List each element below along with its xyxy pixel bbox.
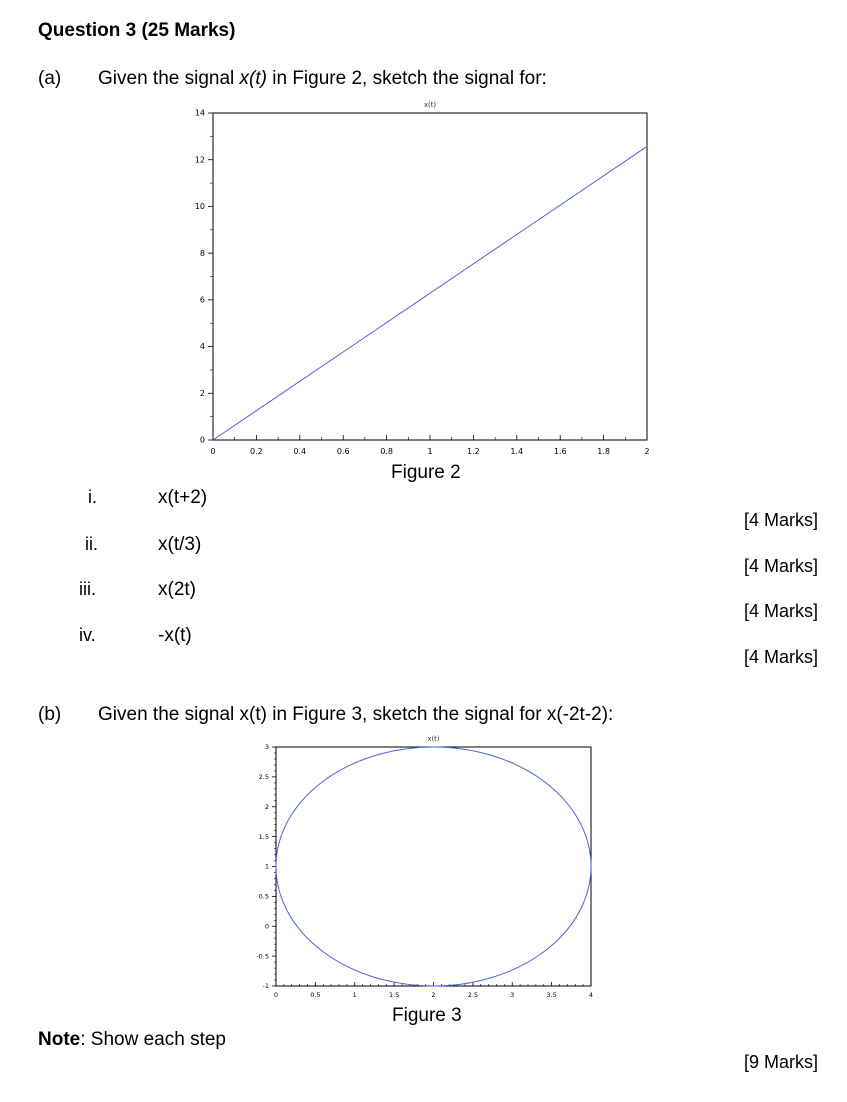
x-tick-label: 4 [588,991,594,999]
figure-2-caption: Figure 2 [391,462,461,483]
note-label: Note [38,1029,81,1050]
question-title: Question 3 (25 Marks) [38,20,236,41]
item-iii-marks: [4 Marks] [743,601,818,621]
part-b-marks: [9 Marks] [743,1052,818,1072]
y-tick-label: 6 [199,295,205,305]
x-tick-label: 2.5 [467,991,479,999]
y-tick-label: 10 [194,202,205,212]
y-tick-label: -0.5 [256,952,269,961]
y-tick-label: 2 [264,802,269,811]
y-tick-label: 4 [199,342,205,352]
figure-2-chart [160,88,700,468]
item-ii-marks: [4 Marks] [743,556,818,576]
plot-title: x(t) [423,101,437,109]
figure-3-caption: Figure 3 [392,1005,462,1026]
part-a-label: (a) [38,68,62,89]
x-tick-label: 2 [644,447,650,456]
x-tick-label: 0 [273,991,279,999]
note-text: : Show each step [80,1029,226,1050]
x-tick-label: 0.6 [336,447,350,456]
x-tick-label: 1.6 [553,447,567,456]
part-b-prompt: Given the signal x(t) in Figure 3, sketch the signal for x(-2t-2): [98,704,614,725]
part-a-prompt [98,68,547,90]
x-tick-label: 0.4 [293,447,307,456]
figure-3-chart [230,728,610,1008]
x-tick-label: 1.4 [510,447,524,456]
y-tick-label: 8 [199,248,205,258]
part-b-label: (b) [38,704,62,725]
item-i-marks: [4 Marks] [743,510,818,530]
item-iv-marks: [4 Marks] [743,647,818,667]
item-iv-numeral: iv. [79,625,96,645]
y-tick-label: 0 [264,922,269,931]
x-tick-label: 3 [510,991,515,999]
plot-frame [213,113,647,440]
x-tick-label: 0.5 [310,991,321,999]
note [38,1029,226,1051]
signal-line [213,146,647,440]
y-tick-label: 14 [194,108,205,118]
plot-title: x(t) [427,735,440,743]
y-tick-label: -1 [262,982,269,991]
x-tick-label: 1.5 [388,991,400,999]
y-tick-label: 12 [194,155,205,165]
x-tick-label: 0 [210,447,216,456]
x-tick-label: 2 [431,991,436,999]
signal-curve [276,747,591,986]
item-iii-numeral: iii. [79,579,96,599]
y-tick-label: 0.5 [258,892,269,901]
x-tick-label: 1 [352,991,357,999]
y-tick-label: 2.5 [258,773,269,782]
x-tick-label: 1.2 [467,447,480,456]
item-ii-expression: x(t/3) [158,534,202,555]
y-tick-label: 0 [199,435,205,445]
part-a-prompt-end: in Figure 2, sketch the signal for: [266,68,547,89]
part-a-prompt-start: Given the signal [98,68,240,89]
y-tick-label: 2 [199,388,205,398]
item-i-expression: x(t+2) [158,487,208,508]
x-tick-label: 3.5 [546,991,557,999]
y-tick-label: 3 [264,743,269,752]
x-tick-label: 1 [427,447,433,456]
part-a-prompt-signal: x(t) [239,68,267,89]
y-tick-label: 1 [264,862,269,871]
item-ii-numeral: ii. [85,534,98,554]
x-tick-label: 0.8 [380,447,393,456]
item-i-numeral: i. [88,487,97,507]
item-iii-expression: x(2t) [158,579,196,600]
item-iv-expression: -x(t) [158,625,192,646]
x-tick-label: 1.8 [597,447,610,456]
y-tick-label: 1.5 [258,832,269,841]
x-tick-label: 0.2 [250,447,263,456]
plot-frame [276,747,591,986]
